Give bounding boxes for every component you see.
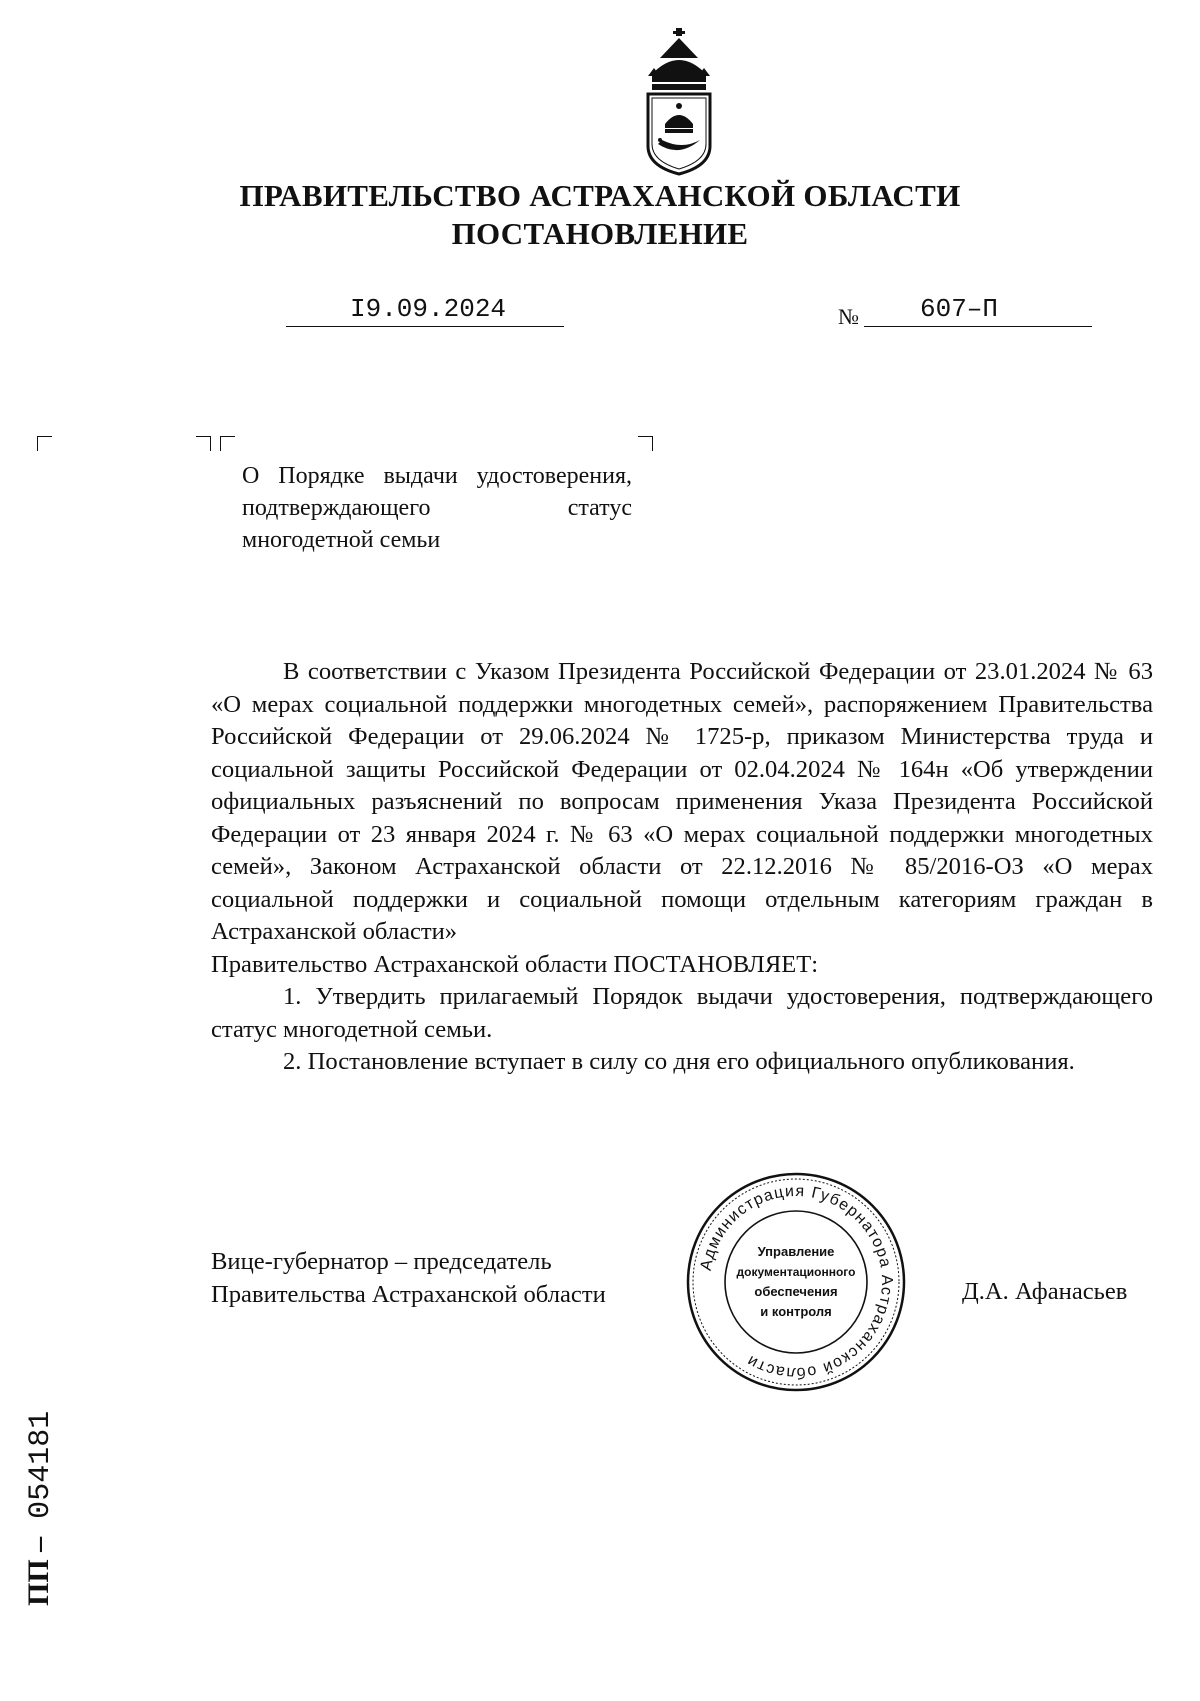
date-underline (286, 326, 564, 327)
item-1-paragraph: 1. Утвердить прилагаемый Порядок выдачи удостоверения, подтверждающего статус многодетной семьи. (211, 983, 1153, 1043)
number-underline (864, 326, 1092, 327)
corner-bracket (220, 436, 235, 451)
stamp-line-1: Управление (757, 1244, 835, 1259)
document-body (211, 656, 1153, 1079)
item-2-paragraph: 2. Постановление вступает в силу со дня его официального опубликования. (283, 1048, 1075, 1075)
document-type-heading: ПОСТАНОВЛЕНИЕ (451, 216, 749, 251)
government-name-heading: ПРАВИТЕЛЬСТВО АСТРАХАНСКОЙ ОБЛАСТИ (239, 178, 961, 213)
official-stamp (684, 1170, 908, 1394)
stamp-line-4: и контроля (760, 1304, 832, 1319)
preamble-paragraph: В соответствии с Указом Президента Российской Федерации от 23.01.2024 № 63 «О мерах социальной поддержки многодетных семей», распоряжением Правительства Российской Федерации от 29.06.2024 № 1725-р, приказом Министерства труда и социальной защиты Российской Федерации от 02.04.2024 № 164н «Об утверждении официальных разъяснений по вопросам применения Указа Президента Российской Федерации от 23 января 2024 г. № 63 «О мерах социальной поддержки многодетных семей», Законом Астраханской области от 22.12.2016 № 85/2016-ОЗ «О мерах социальной поддержки и социальной помощи отдельным категориям граждан в Астраханской области» (211, 658, 1153, 945)
document-date: I9.09.2024 (350, 294, 507, 324)
resolves-paragraph: Правительство Астраханской области ПОСТАНОВЛЯЕТ: (211, 950, 819, 978)
signatory-position-line-1: Вице-губернатор – председатель (211, 1248, 552, 1275)
serial-prefix: ПП – (22, 1536, 55, 1606)
corner-bracket (196, 436, 211, 451)
stamp-line-2: документационного (736, 1265, 856, 1279)
stamp-ring-text: Администрация Губернатора Астраханской области (697, 1182, 896, 1382)
signatory-position (211, 1245, 606, 1311)
serial-number: 054181 (24, 1410, 58, 1519)
coat-of-arms-emblem (638, 28, 720, 178)
signatory-position-line-2: Правительства Астраханской области (211, 1281, 606, 1308)
corner-bracket-top-left (37, 436, 52, 451)
document-number: 607–П (920, 294, 999, 324)
form-serial-number (22, 1411, 58, 1606)
corner-bracket-top-right (638, 436, 653, 451)
svg-text:Администрация Губернатора Астр (698, 1183, 895, 1381)
stamp-line-3: обеспечения (754, 1284, 838, 1299)
document-title: О Порядке выдачи удостоверения, подтверждающего статус многодетной семьи (242, 463, 632, 553)
signatory-name: Д.А. Афанасьев (962, 1278, 1128, 1305)
number-sign: № (838, 304, 859, 329)
